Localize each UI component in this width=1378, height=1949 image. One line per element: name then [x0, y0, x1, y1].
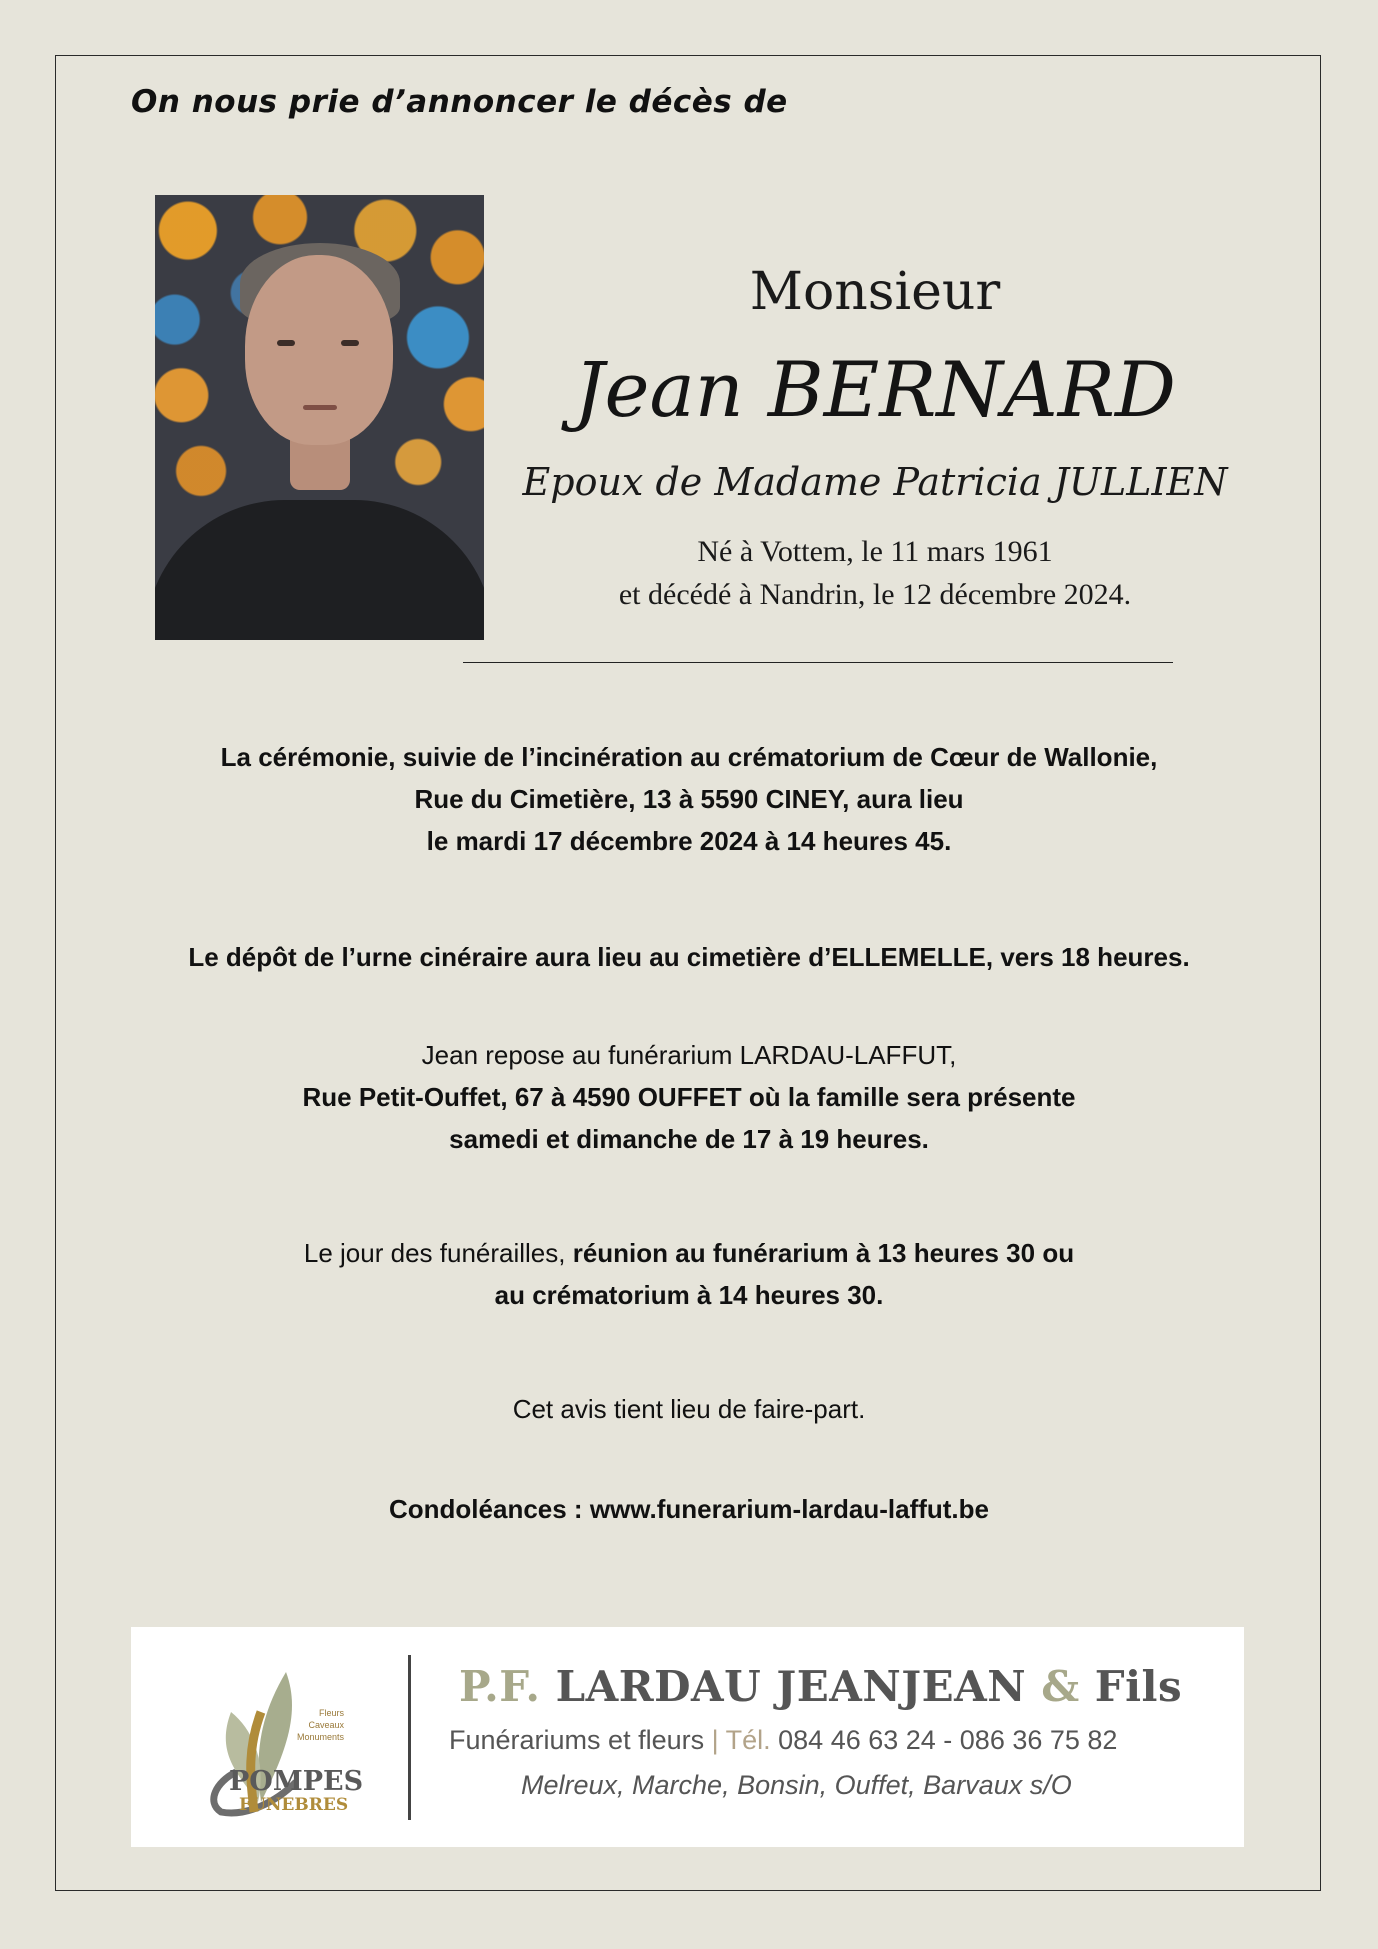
logo-pompes: POMPES	[229, 1766, 364, 1797]
portrait-mouth	[303, 405, 337, 410]
portrait-eye	[277, 340, 295, 346]
birth-line: Né à Vottem, le 11 mars 1961	[697, 535, 1053, 568]
portrait-photo	[155, 195, 484, 640]
honorific: Monsieur	[749, 262, 1001, 322]
portrait-body	[155, 500, 484, 640]
logo-service: Fleurs	[318, 1708, 344, 1718]
life-dates	[480, 530, 1270, 616]
logo-services	[294, 1707, 344, 1743]
ceremony-line: le mardi 17 décembre 2024 à 14 heures 45.	[426, 826, 952, 856]
funeral-home-name	[459, 1662, 1182, 1711]
logo-divider	[408, 1655, 411, 1820]
notice-text: Cet avis tient lieu de faire-part.	[512, 1394, 866, 1424]
funeral-home-contact	[449, 1725, 1117, 1756]
rest-line: samedi et dimanche de 17 à 19 heures.	[449, 1124, 929, 1154]
rest-line: Jean repose au funérarium LARDAU-LAFFUT,	[421, 1040, 957, 1070]
divider	[463, 662, 1173, 663]
meeting-bold: réunion au funérarium à 13 heures 30 ou	[572, 1238, 1075, 1268]
rest-line: Rue Petit-Ouffet, 67 à 4590 OUFFET où la famille sera présente	[302, 1082, 1076, 1112]
pf-label: P.F.	[459, 1662, 541, 1711]
meeting-prefix: Le jour des funérailles,	[303, 1238, 573, 1268]
death-line: et décédé à Nandrin, le 12 décembre 2024.	[618, 578, 1132, 611]
tagline: Funérariums et fleurs	[449, 1725, 705, 1755]
separator: |	[704, 1725, 726, 1755]
logo-funebres: FUNEBRES	[239, 1795, 349, 1815]
tel-label: Tél.	[725, 1725, 771, 1755]
condolences-link[interactable]: Condoléances : www.funerarium-lardau-laffut.be	[389, 1494, 989, 1524]
ceremony-line: La cérémonie, suivie de l’incinération au crématorium de Cœur de Wallonie,	[220, 742, 1158, 772]
funeral-home-locations: Melreux, Marche, Bonsin, Ouffet, Barvaux s/O	[521, 1770, 1072, 1800]
ceremony-line: Rue du Cimetière, 13 à 5590 CINEY, aura lieu	[414, 784, 964, 814]
spouse-line: Epoux de Madame Patricia JULLIEN	[522, 460, 1228, 504]
ceremony-info	[100, 736, 1278, 862]
logo-service: Monuments	[296, 1732, 344, 1742]
meeting-info	[100, 1232, 1278, 1316]
name-end: Fils	[1079, 1662, 1183, 1711]
intro-text: On nous prie d’annoncer le décès de	[131, 84, 788, 120]
rest-info	[100, 1034, 1278, 1160]
portrait-eye	[341, 340, 359, 346]
meeting-line	[100, 1232, 1278, 1274]
logo-service: Caveaux	[308, 1720, 344, 1730]
funeral-home-banner	[131, 1627, 1244, 1847]
meeting-line: au crématorium à 14 heures 30.	[494, 1280, 884, 1310]
deceased-name: Jean BERNARD	[574, 345, 1176, 434]
ampersand: &	[1041, 1662, 1080, 1711]
tel-number: 084 46 63 24 - 086 36 75 82	[770, 1725, 1118, 1755]
urn-info: Le dépôt de l’urne cinéraire aura lieu au cimetière d’ELLEMELLE, vers 18 heures.	[188, 942, 1190, 972]
name-mid: LARDAU JEANJEAN	[540, 1662, 1042, 1711]
portrait-face	[245, 255, 393, 445]
